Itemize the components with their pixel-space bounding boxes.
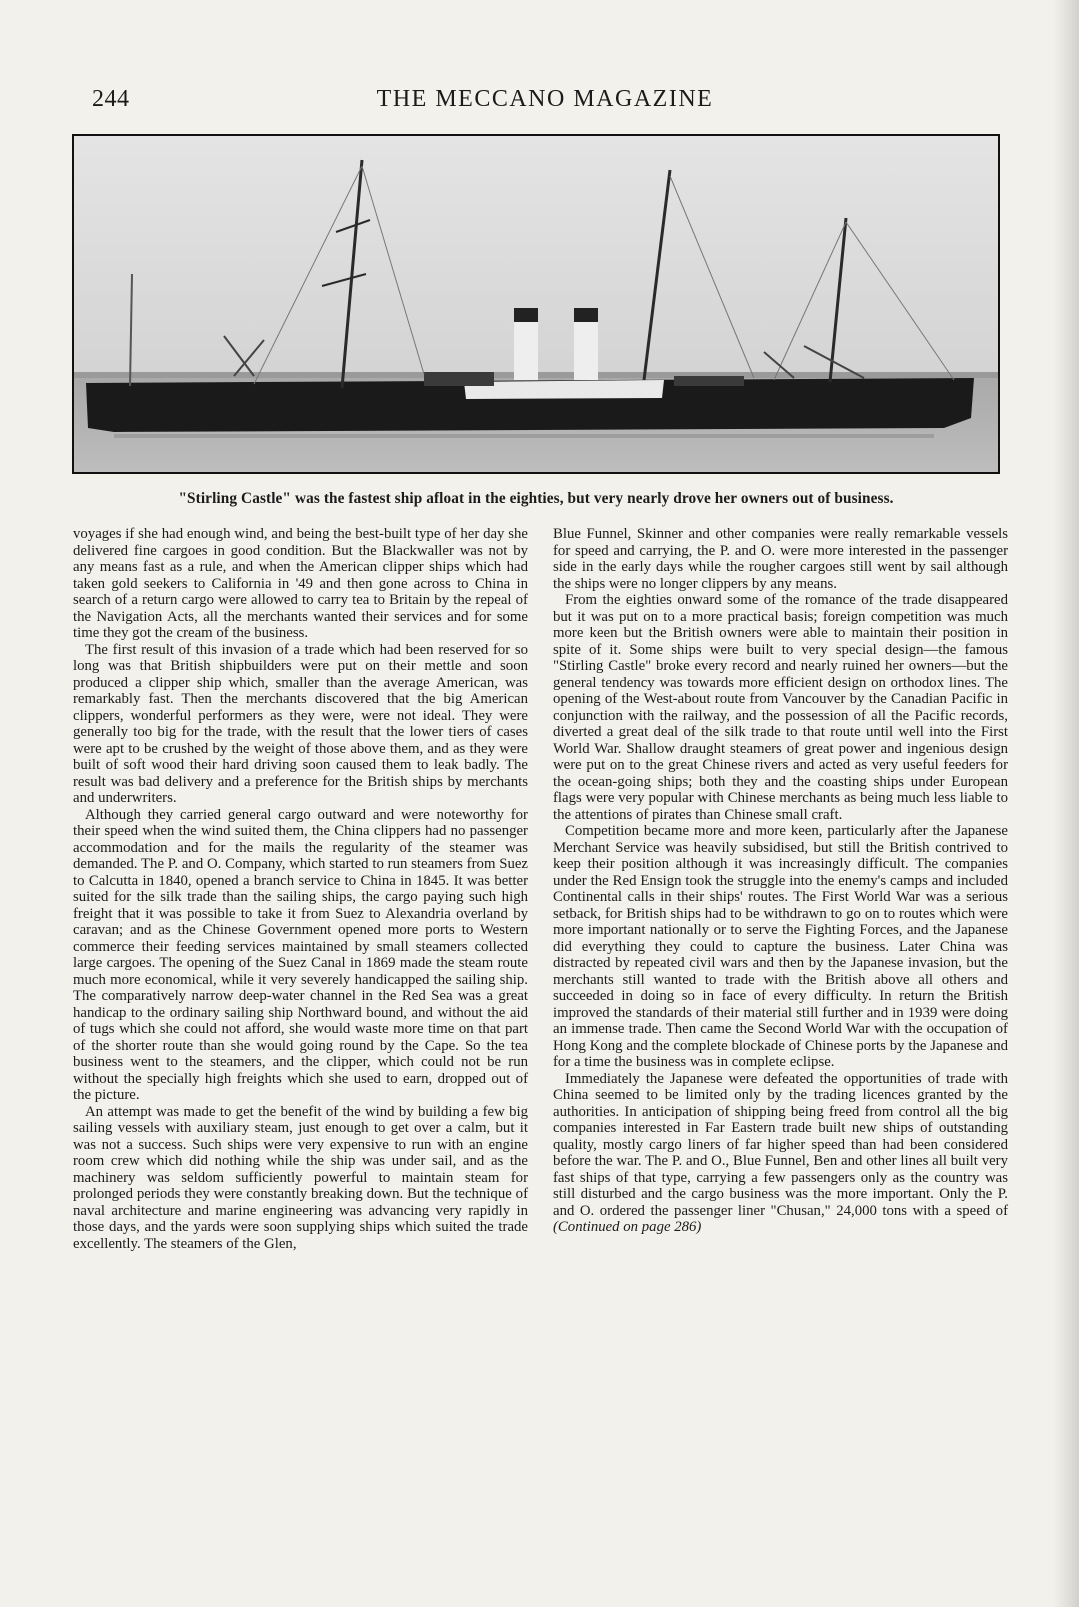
- ship-photo-illustration: [74, 136, 998, 472]
- paragraph: [553, 1071, 1008, 1236]
- article-column-right: [553, 526, 1008, 1236]
- paragraph-text: Immediately the Japanese were defeated the opportunities of trade with China seemed to be limited only by the trading licences granted by the authorities. In anticipation of shipping being freed from control all the big companies interested in Far Eastern trade built new ships of outstanding quality, mostly cargo liners of far higher speed than had been considered before the war. The P. and O., Blue Funnel, Ben and other lines all built very fast ships of that type, carrying a few passengers only as the country was still disturbed and the cargo business was the more important. Only the P. and O. ordered the passenger liner "Chusan," 24,000 tons with a speed of: [553, 1070, 1008, 1219]
- photo-caption: "Stirling Castle" was the fastest ship afloat in the eighties, but very nearly drove her owners out of business.: [178, 490, 894, 507]
- ship-photograph: [72, 134, 1000, 474]
- paragraph: voyages if she had enough wind, and being the best-built type of her day she delivered fine cargoes in good condition. But the Blackwaller was not by any means fast as a rule, and when the American clipper ships which had taken gold seekers to California in '49 and then gone across to China in search of a return cargo were allowed to carry tea to Britain by the repeal of the Navigation Acts, all the merchants wanted their services and for some time they got the cream of the business.: [73, 526, 528, 641]
- page-number: 244: [92, 86, 130, 112]
- paragraph: The first result of this invasion of a trade which had been reserved for so long was that British shipbuilders were put on their mettle and soon produced a clipper ship which, smaller than the average American, was remarkably fast. Then the merchants discovered that the big American clippers, wonderful performers as they were, were not ideal. They were generally too big for the trade, with the result that the lower tiers of cases were apt to be crushed by the weight of those above them, and as they were built of soft wood their hard driving soon caused them to leak badly. The result was bad delivery and a preference for the British ships by merchants and underwriters.: [73, 641, 528, 806]
- page-header: [90, 86, 1000, 116]
- article-column-left: [73, 526, 528, 1252]
- continued-note: (Continued on page 286): [553, 1219, 702, 1235]
- magazine-title: THE MECCANO MAGAZINE: [376, 86, 714, 112]
- page-edge-shadow: [1053, 0, 1079, 1607]
- paragraph: From the eighties onward some of the romance of the trade disappeared but it was put on to a more practical basis; foreign competition was much more keen but the British owners were able to maintain their position in spite of it. Some ships were built to very special design—the famous "Stirling Castle" broke every record and nearly ruined her owners—but the general tendency was towards more efficient design on orthodox lines. The opening of the West-about route from Vancouver by the Canadian Pacific in conjunction with the railway, and the possession of all the Pacific records, diverted a great deal of the silk trade to that route until well into the First World War. Shallow draught steamers of great power and ingenious design were put on to the great Chinese rivers and acted as very useful feeders for the ocean-going ships; both they and the coasting ships under European flags were very popular with Chinese merchants as being much less liable to the attentions of pirates than Chinese small craft.: [553, 592, 1008, 823]
- paragraph: An attempt was made to get the benefit of the wind by building a few big sailing vessels with auxiliary steam, just enough to get over a calm, but it was not a success. Such ships were very expensive to run with an engine room crew which did nothing while the ship was under sail, and as the machinery was seldom sufficiently powerful to maintain steam for prolonged periods they were constantly breaking down. But the technique of naval architecture and marine engineering was advancing very rapidly in those days, and the yards were soon supplying ships which suited the trade excellently. The steamers of the Glen,: [73, 1103, 528, 1252]
- paragraph: Competition became more and more keen, particularly after the Japanese Merchant Service was heavily subsidised, but still the British contrived to keep their position although it was increasingly difficult. The companies under the Red Ensign took the struggle into the enemy's camps and included Continental calls in their ships' routes. The First World War was a serious setback, for British ships had to be withdrawn to go on to routes which were more important nationally or to serve the Fighting Forces, and the Japanese did everything they could to capture the business. Later China was distracted by repeated civil wars and then by the Japanese invasion, but the merchants still wanted to trade with the British above all others and succeeded in doing so in face of every difficulty. In return the British improved the standards of their material still further and in 1939 were doing an immense trade. Then came the Second World War with the occupation of Hong Kong and the complete blockade of Chinese ports by the Japanese and for a time the business was in complete eclipse.: [553, 823, 1008, 1070]
- paragraph: Blue Funnel, Skinner and other companies were really remarkable vessels for speed and carrying, the P. and O. were more interested in the passenger side in the early days while the rougher cargoes still went by sail although the ships were no longer clippers by any means.: [553, 526, 1008, 592]
- paragraph: Although they carried general cargo outward and were noteworthy for their speed when the wind suited them, the China clippers had no passenger accommodation and for the mails the regularity of the steamer was demanded. The P. and O. Company, which started to run steamers from Suez to Calcutta in 1840, opened a branch service to China in 1845. It was better suited for the silk trade than the sailing ships, the cargo paying such high freight that it was possible to take it from Suez to Alexandria overland by caravan; and as the Chinese Government opened more ports to Western commerce their feeding services maintained by small steamers collected large cargoes. The opening of the Suez Canal in 1869 made the steam route much more economical, while it very severely handicapped the sailing ship. The comparatively narrow deep-water channel in the Red Sea was a great handicap to the ordinary sailing ship Northward bound, and without the aid of tugs which she could not afford, she would waste more time on that part of the shorter route than she would going round by the Cape. So the tea business went to the steamers, and the clipper, which could not be run without the specially high freights which she used to earn, dropped out of the picture.: [73, 806, 528, 1103]
